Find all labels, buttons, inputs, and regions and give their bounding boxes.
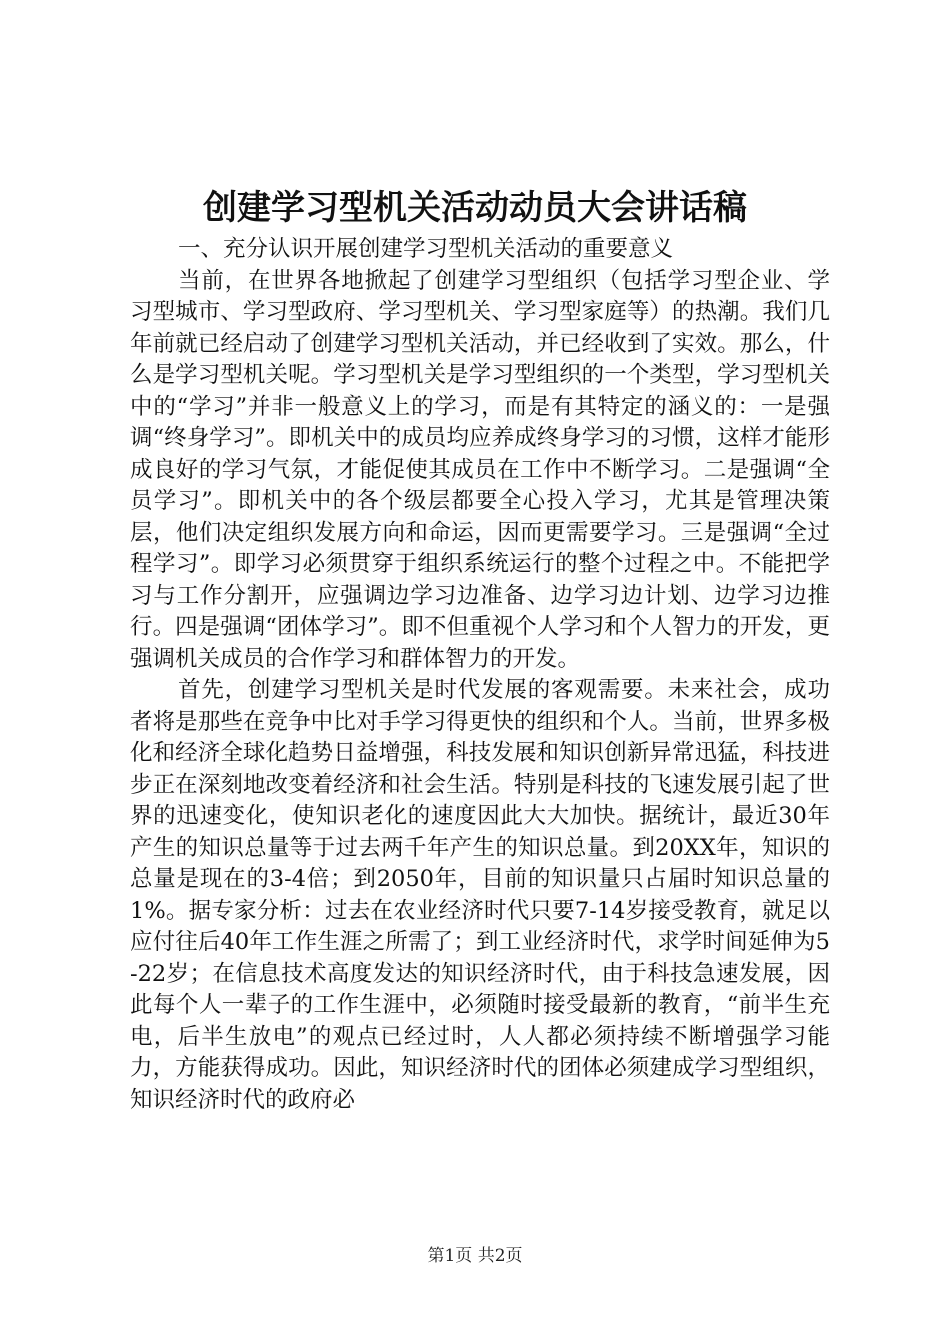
page-indicator: 第1页 共2页 — [427, 1246, 523, 1266]
document-body — [130, 234, 830, 1116]
paragraph: 当前，在世界各地掀起了创建学习型组织（包括学习型企业、学习型城市、学习型政府、学习型机关、学习型家庭等）的热潮。我们几年前就已经启动了创建学习型机关活动，并已经收到了实效。那么，什么是学习型机关呢。学习型机关是学习型组织的一个类型，学习型机关中的“学习”并非一般意义上的学习，而是有其特定的涵义的：一是强调“终身学习”。即机关中的成员均应养成终身学习的习惯，这样才能形成良好的学习气氛，才能促使其成员在工作中不断学习。二是强调“全员学习”。即机关中的各个级层都要全心投入学习，尤其是管理决策层，他们决定组织发展方向和命运，因而更需要学习。三是强调“全过程学习”。即学习必须贯穿于组织系统运行的整个过程之中。不能把学习与工作分割开，应强调边学习边准备、边学习边计划、边学习边推行。四是强调“团体学习”。即不但重视个人学习和个人智力的开发，更强调机关成员的合作学习和群体智力的开发。 — [130, 267, 830, 672]
section-heading: 一、充分认识开展创建学习型机关活动的重要意义 — [178, 236, 674, 262]
paragraph: 首先，创建学习型机关是时代发展的客观需要。未来社会，成功者将是那些在竞争中比对手学习得更快的组织和个人。当前，世界多极化和经济全球化趋势日益增强，科技发展和知识创新异常迅猛，科技进步正在深刻地改变着经济和社会生活。特别是科技的飞速发展引起了世界的迅速变化，使知识老化的速度因此大大加快。据统计，最近30年产生的知识总量等于过去两千年产生的知识总量。到20XX年，知识的总量是现在的3-4倍；到2050年，目前的知识量只占届时知识总量的1%。据专家分析：过去在农业经济时代只要7-14岁接受教育，就足以应付往后40年工作生涯之所需了；到工业经济时代，求学时间延伸为5-22岁；在信息技术高度发达的知识经济时代，由于科技急速发展，因此每个人一辈子的工作生涯中，必须随时接受最新的教育，“前半生充电，后半生放电”的观点已经过时，人人都必须持续不断增强学习能力，方能获得成功。因此，知识经济时代的团体必须建成学习型组织，知识经济时代的政府必 — [130, 677, 830, 1113]
document-title: 创建学习型机关活动动员大会讲话稿 — [203, 188, 747, 228]
